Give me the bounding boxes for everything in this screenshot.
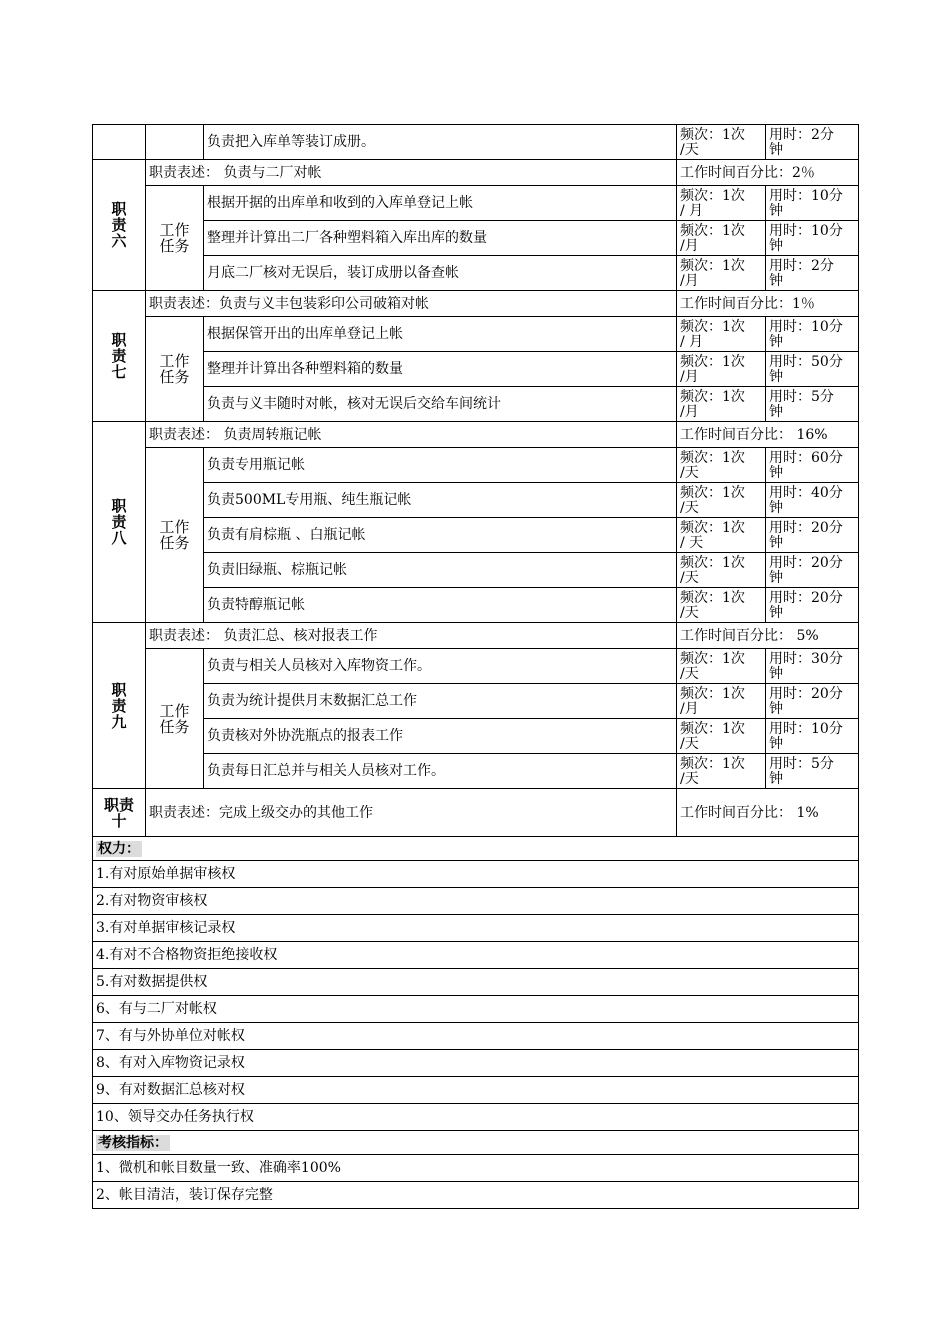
duty-label xyxy=(93,789,146,837)
task-frequency xyxy=(677,125,766,160)
task-duration xyxy=(766,684,859,719)
task-frequency xyxy=(677,553,766,588)
frequency-line: /天 xyxy=(680,500,699,516)
frequency-line: /月 xyxy=(680,701,699,717)
duration-line: 钟 xyxy=(769,701,783,717)
duration-line: 用时：50分 xyxy=(769,354,843,370)
assessment-item: 1、微机和帐目数量一致、准确率100% xyxy=(93,1155,859,1182)
work-task-label-line: 工作 xyxy=(159,518,190,536)
duty-description: 职责表述：完成上级交办的其他工作 xyxy=(146,789,677,837)
duty-description: 职责表述： 负责汇总、核对报表工作 xyxy=(146,623,677,649)
task-duration xyxy=(766,588,859,623)
task-frequency xyxy=(677,387,766,422)
frequency-line: / 月 xyxy=(680,203,704,219)
frequency-line: 频次：1次 xyxy=(680,485,745,501)
table-body xyxy=(93,125,859,1209)
task-text: 负责把入库单等装订成册。 xyxy=(204,125,677,160)
frequency-line: /月 xyxy=(680,273,699,289)
task-row xyxy=(93,518,859,553)
task-text: 整理并计算出各种塑料箱的数量 xyxy=(204,352,677,387)
duration-line: 用时：60分 xyxy=(769,450,843,466)
duration-line: 钟 xyxy=(769,736,783,752)
frequency-line: 频次：1次 xyxy=(680,686,745,702)
authority-item-row xyxy=(93,1023,859,1050)
work-time-percentage: 工作时间百分比：1％ xyxy=(677,291,859,317)
task-duration xyxy=(766,448,859,483)
duration-line: 用时：5分 xyxy=(769,389,834,405)
frequency-line: /天 xyxy=(680,142,699,158)
task-text: 负责500ML专用瓶、纯生瓶记帐 xyxy=(204,483,677,518)
work-task-label xyxy=(146,649,204,789)
task-text: 月底二厂核对无误后，装订成册以备查帐 xyxy=(204,256,677,291)
duration-line: 用时：30分 xyxy=(769,651,843,667)
task-frequency xyxy=(677,719,766,754)
authority-item-row xyxy=(93,1104,859,1131)
task-text: 负责每日汇总并与相关人员核对工作。 xyxy=(204,754,677,789)
frequency-line: /月 xyxy=(680,238,699,254)
task-row xyxy=(93,317,859,352)
duty-label-char: 六 xyxy=(111,232,127,250)
authority-item: 4.有对不合格物资拒绝接收权 xyxy=(93,942,859,969)
empty-cell xyxy=(93,125,146,160)
frequency-line: /天 xyxy=(680,666,699,682)
task-frequency xyxy=(677,588,766,623)
task-row xyxy=(93,483,859,518)
task-frequency xyxy=(677,256,766,291)
duty-description-row xyxy=(93,291,859,317)
task-frequency xyxy=(677,684,766,719)
duty-label-char: 职责 xyxy=(103,795,134,814)
task-row xyxy=(93,754,859,789)
duration-line: 钟 xyxy=(769,203,783,219)
duty-label-char: 责 xyxy=(111,696,127,715)
duration-line: 钟 xyxy=(769,404,783,420)
duration-line: 用时：20分 xyxy=(769,555,843,571)
authority-item: 6、有与二厂对帐权 xyxy=(93,996,859,1023)
task-text: 根据开据的出库单和收到的入库单登记上帐 xyxy=(204,186,677,221)
duration-line: 钟 xyxy=(769,142,783,158)
authority-title: 权力： xyxy=(98,840,140,857)
work-task-label-line: 任务 xyxy=(159,368,190,386)
authority-item: 7、有与外协单位对帐权 xyxy=(93,1023,859,1050)
authority-item: 9、有对数据汇总核对权 xyxy=(93,1077,859,1104)
work-task-label xyxy=(146,448,204,623)
task-duration xyxy=(766,317,859,352)
task-duration xyxy=(766,387,859,422)
frequency-line: /月 xyxy=(680,404,699,420)
assessment-title-cell xyxy=(93,1131,859,1155)
authority-item: 3.有对单据审核记录权 xyxy=(93,915,859,942)
duration-line: 用时：2分 xyxy=(769,258,834,274)
task-frequency xyxy=(677,221,766,256)
task-duration xyxy=(766,518,859,553)
task-row xyxy=(93,719,859,754)
task-duration xyxy=(766,352,859,387)
frequency-line: 频次：1次 xyxy=(680,721,745,737)
task-frequency xyxy=(677,448,766,483)
frequency-line: 频次：1次 xyxy=(680,188,745,204)
task-row xyxy=(93,352,859,387)
work-time-percentage: 工作时间百分比： 16% xyxy=(677,422,859,448)
frequency-line: 频次：1次 xyxy=(680,389,745,405)
frequency-line: 频次：1次 xyxy=(680,756,745,772)
frequency-line: 频次：1次 xyxy=(680,223,745,239)
task-frequency xyxy=(677,518,766,553)
duration-line: 钟 xyxy=(769,334,783,350)
frequency-line: 频次：1次 xyxy=(680,354,745,370)
task-text: 根据保管开出的出库单登记上帐 xyxy=(204,317,677,352)
authority-item-row xyxy=(93,969,859,996)
frequency-line: 频次：1次 xyxy=(680,127,745,143)
duty-label-char: 九 xyxy=(111,712,127,731)
frequency-line: 频次：1次 xyxy=(680,258,745,274)
duty-description-row xyxy=(93,623,859,649)
duration-line: 钟 xyxy=(769,570,783,586)
authority-item-row xyxy=(93,942,859,969)
frequency-line: /天 xyxy=(680,771,699,787)
authority-title-row xyxy=(93,837,859,861)
authority-item-row xyxy=(93,861,859,888)
task-text: 负责专用瓶记帐 xyxy=(204,448,677,483)
frequency-line: /天 xyxy=(680,465,699,481)
frequency-line: 频次：1次 xyxy=(680,651,745,667)
task-row xyxy=(93,256,859,291)
frequency-line: 频次：1次 xyxy=(680,555,745,571)
duty-label xyxy=(93,623,146,789)
task-frequency xyxy=(677,754,766,789)
job-description-table xyxy=(92,124,859,1209)
duty-label-char: 责 xyxy=(111,513,127,531)
authority-item-row xyxy=(93,1050,859,1077)
work-task-label xyxy=(146,317,204,422)
task-frequency xyxy=(677,483,766,518)
task-text: 负责与义丰随时对帐，核对无误后交给车间统计 xyxy=(204,387,677,422)
task-row xyxy=(93,221,859,256)
authority-item: 2.有对物资审核权 xyxy=(93,888,859,915)
duty-description-row xyxy=(93,422,859,448)
duration-line: 用时：10分 xyxy=(769,188,843,204)
task-row xyxy=(93,588,859,623)
work-task-label xyxy=(146,186,204,291)
task-duration xyxy=(766,719,859,754)
task-duration xyxy=(766,221,859,256)
task-text: 整理并计算出二厂各种塑料箱入库出库的数量 xyxy=(204,221,677,256)
duration-line: 用时：20分 xyxy=(769,590,843,606)
frequency-line: /天 xyxy=(680,736,699,752)
task-frequency xyxy=(677,649,766,684)
frequency-line: 频次：1次 xyxy=(680,450,745,466)
assessment-title: 考核指标： xyxy=(98,1134,168,1151)
task-duration xyxy=(766,256,859,291)
duty-label-char: 职 xyxy=(111,680,127,699)
duration-line: 钟 xyxy=(769,771,783,787)
table-row xyxy=(93,125,859,160)
frequency-line: 频次：1次 xyxy=(680,520,745,536)
assessment-title-row xyxy=(93,1131,859,1155)
duration-line: 钟 xyxy=(769,369,783,385)
work-task-label-line: 工作 xyxy=(159,352,190,370)
authority-item: 5.有对数据提供权 xyxy=(93,969,859,996)
duty-label xyxy=(93,160,146,291)
task-text: 负责与相关人员核对入库物资工作。 xyxy=(204,649,677,684)
empty-cell xyxy=(146,125,204,160)
duration-line: 用时：2分 xyxy=(769,127,834,143)
frequency-line: 频次：1次 xyxy=(680,319,745,335)
task-row xyxy=(93,553,859,588)
duty-label xyxy=(93,422,146,623)
task-text: 负责有肩棕瓶 、白瓶记帐 xyxy=(204,518,677,553)
task-text: 负责特醇瓶记帐 xyxy=(204,588,677,623)
task-row xyxy=(93,186,859,221)
task-row xyxy=(93,448,859,483)
frequency-line: /天 xyxy=(680,605,699,621)
duration-line: 用时：40分 xyxy=(769,485,843,501)
duration-line: 钟 xyxy=(769,273,783,289)
task-text: 负责核对外协洗瓶点的报表工作 xyxy=(204,719,677,754)
work-task-label-line: 工作 xyxy=(159,701,190,720)
task-duration xyxy=(766,186,859,221)
duration-line: 钟 xyxy=(769,500,783,516)
duty-description-row xyxy=(93,160,859,186)
authority-item-row xyxy=(93,1077,859,1104)
work-task-label-line: 任务 xyxy=(159,237,190,255)
task-duration xyxy=(766,483,859,518)
duty-label-char: 责 xyxy=(111,216,127,234)
work-time-percentage: 工作时间百分比：2％ xyxy=(677,160,859,186)
duration-line: 钟 xyxy=(769,605,783,621)
assessment-item-row xyxy=(93,1155,859,1182)
task-duration xyxy=(766,125,859,160)
duty-label-char: 七 xyxy=(111,363,127,381)
duty-ten-row xyxy=(93,789,859,837)
assessment-item-row xyxy=(93,1182,859,1209)
duty-label-char: 八 xyxy=(111,529,127,547)
duration-line: 用时：10分 xyxy=(769,319,843,335)
authority-item-row xyxy=(93,915,859,942)
task-frequency xyxy=(677,317,766,352)
authority-item: 1.有对原始单据审核权 xyxy=(93,861,859,888)
duration-line: 用时：20分 xyxy=(769,520,843,536)
assessment-item: 2、帐目清洁，装订保存完整 xyxy=(93,1182,859,1209)
task-duration xyxy=(766,649,859,684)
task-text: 负责为统计提供月末数据汇总工作 xyxy=(204,684,677,719)
frequency-line: /月 xyxy=(680,369,699,385)
duty-label-char: 职 xyxy=(111,200,127,218)
authority-title-cell xyxy=(93,837,859,861)
duration-line: 钟 xyxy=(769,535,783,551)
duration-line: 钟 xyxy=(769,465,783,481)
work-time-percentage: 工作时间百分比： 1% xyxy=(677,789,859,837)
duration-line: 用时：5分 xyxy=(769,756,834,772)
frequency-line: /天 xyxy=(680,570,699,586)
authority-item-row xyxy=(93,996,859,1023)
duty-label-char: 责 xyxy=(111,347,127,365)
duty-description: 职责表述： 负责周转瓶记帐 xyxy=(146,422,677,448)
task-row xyxy=(93,649,859,684)
authority-item-row xyxy=(93,888,859,915)
duration-line: 钟 xyxy=(769,666,783,682)
duty-label-char: 十 xyxy=(111,811,127,830)
work-task-label-line: 任务 xyxy=(159,717,190,736)
duty-description: 职责表述： 负责与二厂对帐 xyxy=(146,160,677,186)
task-frequency xyxy=(677,186,766,221)
frequency-line: / 月 xyxy=(680,334,704,350)
duration-line: 用时：20分 xyxy=(769,686,843,702)
duty-label-char: 职 xyxy=(111,331,127,349)
frequency-line: 频次：1次 xyxy=(680,590,745,606)
duty-label-char: 职 xyxy=(111,497,127,515)
task-frequency xyxy=(677,352,766,387)
authority-item: 8、有对入库物资记录权 xyxy=(93,1050,859,1077)
work-task-label-line: 任务 xyxy=(159,534,190,552)
authority-item: 10、领导交办任务执行权 xyxy=(93,1104,859,1131)
duty-description: 职责表述：负责与义丰包装彩印公司破箱对帐 xyxy=(146,291,677,317)
task-duration xyxy=(766,754,859,789)
task-text: 负责旧绿瓶、棕瓶记帐 xyxy=(204,553,677,588)
duration-line: 用时：10分 xyxy=(769,721,843,737)
task-row xyxy=(93,684,859,719)
task-duration xyxy=(766,553,859,588)
duration-line: 钟 xyxy=(769,238,783,254)
task-row xyxy=(93,387,859,422)
work-task-label-line: 工作 xyxy=(159,221,190,239)
duration-line: 用时：10分 xyxy=(769,223,843,239)
frequency-line: / 天 xyxy=(680,535,704,551)
duty-label xyxy=(93,291,146,422)
work-time-percentage: 工作时间百分比： 5% xyxy=(677,623,859,649)
